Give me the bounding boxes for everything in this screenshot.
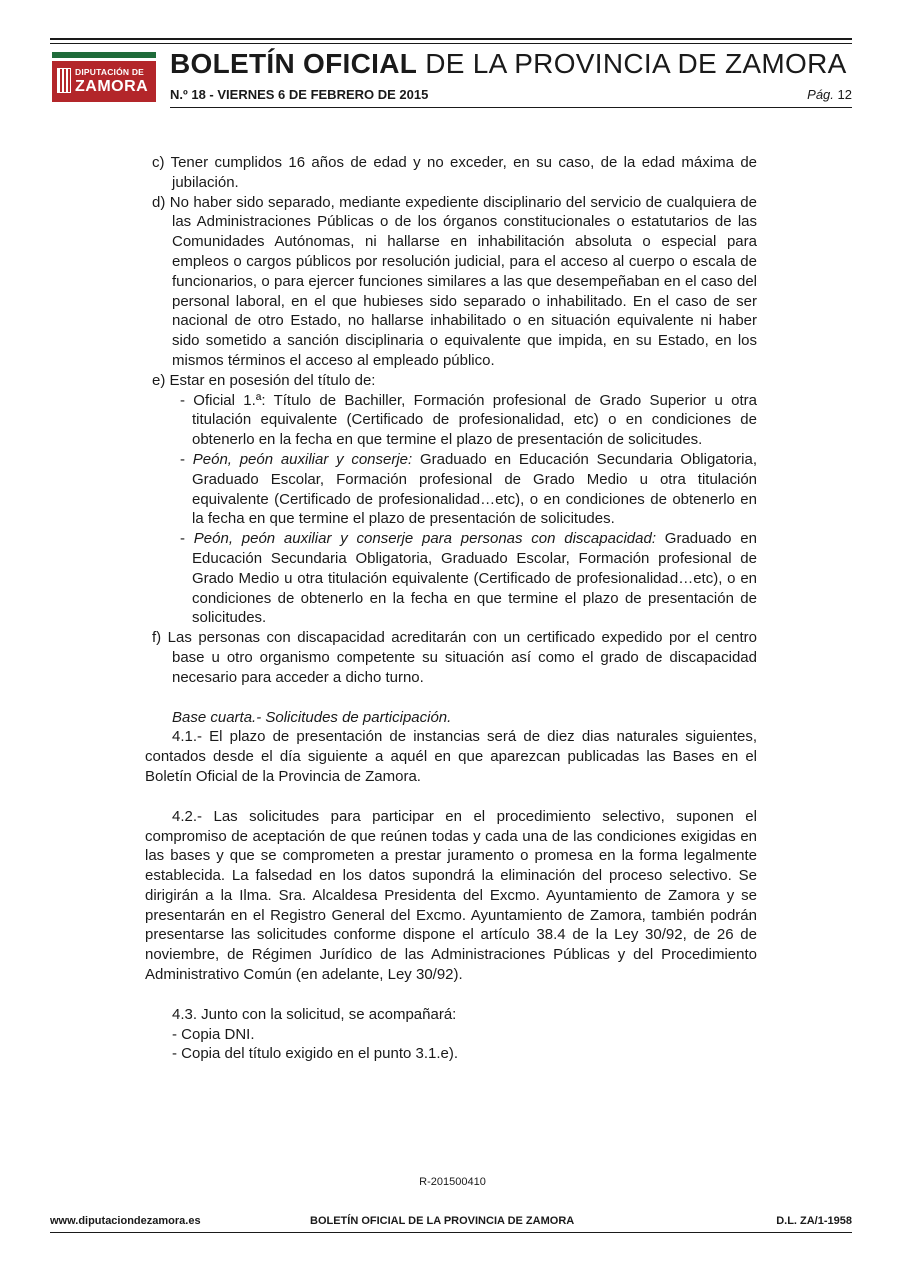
- requirement-e-disc-text: Graduado en Educación Secundaria Obligatoria, Graduado Escolar, Formación profesional de Grado Medio u otra titulación equivalente (Certificado de profesionalidad…etc), o en condiciones de obtenerlo en la fecha en que termine el plazo de presentación de solicitudes.: [192, 530, 757, 627]
- bulletin-title-rest: DE LA PROVINCIA DE ZAMORA: [417, 48, 847, 79]
- requirement-e-peon-text: Graduado en Educación Secundaria Obligatoria, Graduado Escolar, Formación profesional de Grado Medio u otra titulación equivalente (Certificado de profesionalidad…etc), o en condiciones de obtenerlo en la fecha en que termine el plazo de presentación de solicitudes.: [192, 450, 757, 528]
- issue-line: N.º 18 - VIERNES 6 DE FEBRERO DE 2015: [170, 87, 429, 102]
- requirement-c: c) Tener cumplidos 16 años de edad y no exceder, en su caso, de la edad máxima de jubilación.: [152, 154, 757, 191]
- footer-rule: [50, 1232, 852, 1233]
- base-cuarta-heading-text: Base cuarta.- Solicitudes de participación.: [172, 708, 452, 726]
- bulletin-title: [170, 48, 847, 80]
- diputacion-logo: [52, 52, 156, 102]
- requirement-e: e) Estar en posesión del título de:: [152, 371, 376, 389]
- spacer: [145, 787, 757, 807]
- header-rule-top: [50, 38, 852, 40]
- paragraph-4-3: 4.3. Junto con la solicitud, se acompañará:: [172, 1005, 457, 1023]
- paragraph-4-3-item-dni: - Copia DNI.: [172, 1025, 255, 1043]
- requirement-e-oficial: - Oficial 1.ª: Título de Bachiller, Formación profesional de Grado Superior u otra titulación equivalente (Certificado de profesionalidad, etc) o en condiciones de obtenerlo en la fecha en que termine el plazo de presentación de solicitudes.: [180, 391, 757, 449]
- requirement-f: f) Las personas con discapacidad acreditarán con un certificado expedido por el centro base u otro organismo competente su situación así como el grado de discapacidad necesario para acceder a dicho turno.: [152, 629, 757, 686]
- footer-website: www.diputaciondezamora.es: [50, 1215, 201, 1227]
- document-body: [145, 153, 757, 1064]
- header-rule-top-thin: [50, 43, 852, 44]
- base-cuarta-heading: [145, 708, 757, 728]
- requirement-e-peon-prefix: -: [180, 450, 193, 468]
- requirement-e-peon-category: Peón, peón auxiliar y conserje:: [192, 450, 413, 468]
- requirement-e-discapacidad: [145, 529, 757, 628]
- requirement-d: d) No haber sido separado, mediante expediente disciplinario del servicio de cualquiera de las Administraciones Públicas o de los órganos constitucionales o estatutarios de las Comunidades Autónomas, ni hallarse en inhabilitación absoluta o especial para empleos o cargos públicos por resolución judicial, para el acceso al cuerpo o escala de funcionarios, o para ejercer funciones similares a las que desempeñaban en el caso del personal laboral, en el que hubieses sido separado o inhabilitado. En el caso de ser nacional de otro Estado, no hallarse inhabilitado o en situación equivalente ni haber sido sometido a sanción disciplinaria o equivalente que impida, en su Estado, en los mismos términos el acceso al empleado público.: [152, 193, 757, 369]
- bulletin-title-bold: BOLETÍN OFICIAL: [170, 48, 418, 79]
- footer-title: BOLETÍN OFICIAL DE LA PROVINCIA DE ZAMORA: [310, 1215, 575, 1227]
- reference-code: R-201500410: [419, 1176, 486, 1188]
- requirement-e-peon: [145, 450, 757, 529]
- logo-line1: DIPUTACIÓN DE: [75, 67, 145, 77]
- crest-icon: [57, 68, 71, 93]
- logo-line2: ZAMORA: [75, 78, 149, 95]
- paragraph-4-1: 4.1.- El plazo de presentación de instancias será de diez dias naturales siguientes, contados desde el día siguiente a aquél en que aparezcan publicadas las Bases en el Boletín Oficial de la Provincia de Zamora.: [145, 728, 757, 785]
- requirement-e-disc-category: Peón, peón auxiliar y conserje para personas con discapacidad:: [193, 530, 656, 548]
- page-label: Pág.: [807, 87, 834, 102]
- requirement-e-disc-prefix: -: [180, 530, 194, 548]
- paragraph-4-3-item-titulo: - Copia del título exigido en el punto 3.1.e).: [172, 1045, 459, 1063]
- footer-legal-deposit: D.L. ZA/1-1958: [776, 1215, 852, 1227]
- paragraph-4-2: 4.2.- Las solicitudes para participar en el procedimiento selectivo, suponen el compromiso de aceptación de que reúnen todas y cada una de las condiciones exigidas en las bases y que se comprometen a prestar juramento o promesa en la forma legalmente establecida. La falsedad en los datos supondrá la eliminación del proceso selectivo. Se dirigirán a la Ilma. Sra. Alcaldesa Presidenta del Excmo. Ayuntamiento de Zamora y se presentarán en el Registro General del Excmo. Ayuntamiento de Zamora, también podrán presentarse las solicitudes conforme dispone el artículo 38.4 de la Ley 30/92, de 26 de noviembre, de Régimen Jurídico de las Administraciones Públicas y del Procedimiento Administrativo Común (en adelante, Ley 30/92).: [145, 807, 757, 984]
- header-rule-bottom: [170, 107, 852, 108]
- page-number: 12: [837, 87, 852, 102]
- page-indicator: [807, 87, 852, 102]
- logo-red-box: [52, 61, 156, 102]
- spacer: [145, 985, 757, 1005]
- spacer: [145, 688, 757, 708]
